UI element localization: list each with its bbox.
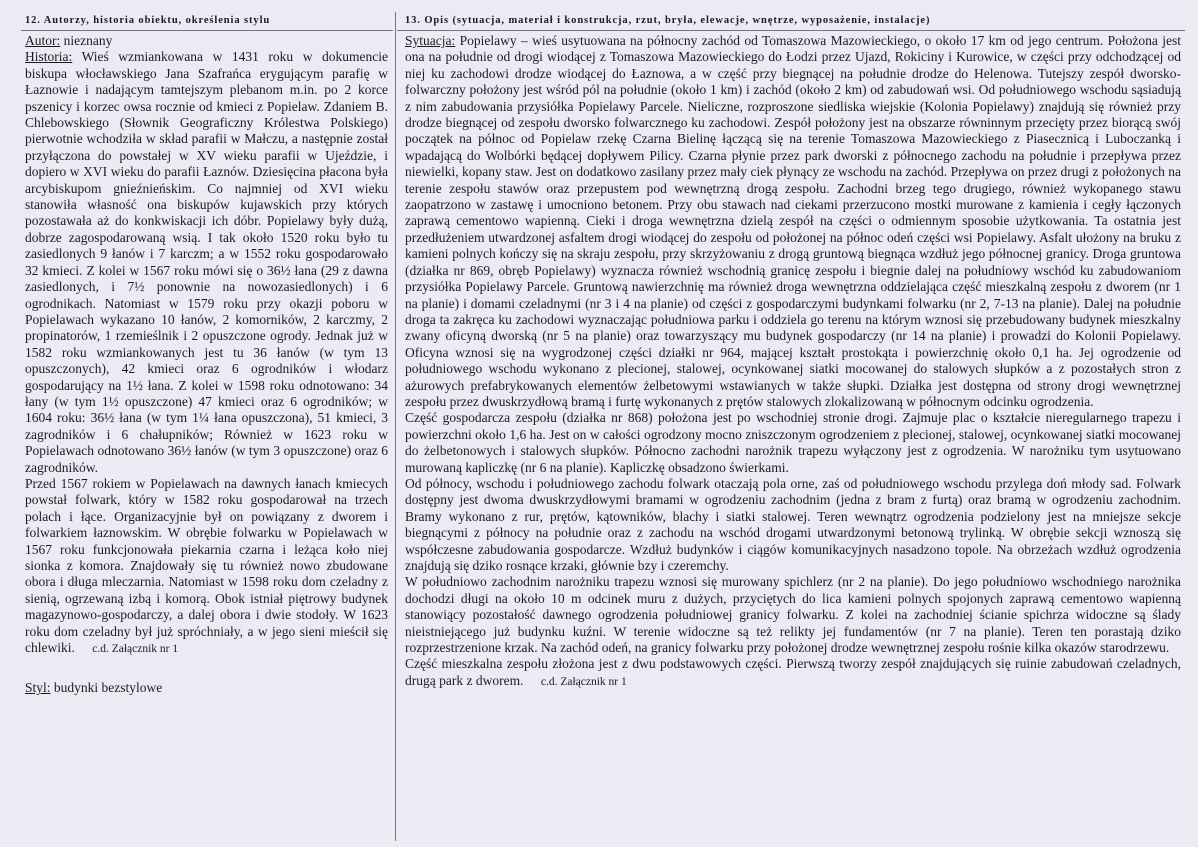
history-text-1: Wieś wzmiankowana w 1431 roku w dokumencie biskupa włocławskiego Jana Szafrańca erygującym parafię w Łaznowie i nadającym tamtejszym plebanom m.in. po 2 korce pszenicy i korzec owsa rocznie od kmieci z Popielaw. Zdaniem B. Chlebowskiego (Słownik Geograficzny Królestwa Polskiego) pierwotnie wchodziła w skład parafii w Małczu, a następnie został przyłączona do powstałej w XV wieku parafii w Ujeździe, i dopiero w XVI wieku do parafii Łaznów. Dziesięcina płacona była arcybiskupom gnieźnieńskim. Co najmniej od XVI wieku stanowiła własność ona biskupów kujawskich przy których pozostawała aż do konkwiskacji ich dóbr. Popielawy były dużą, dobrze zagospodarowaną wsią. I tak około 1520 roku było tu zasiedlonych 9 łanów i 7 karczm; a w 1552 roku gospodarowało 32 kmieci. Z kolei w 1567 roku mówi się o 36½ łana (29 z dawna zasiedlonych, i 7½ ponownie na nowozasiedlonych) i 6 ogrodnikach. Natomiast w 1579 roku przy okazji poboru w Popielawach wykazano 10 łanów, 2 komorników, 2 karczmy, 2 propinatorów, 1 rzemieślnik i 2 opuszczone ogrody. Jednak już w 1582 roku wzmiankowanych jest tu 36 łanów (w tym 13 opuszczonych), 42 kmieci oraz 6 ogrodników i włodarz gospodarujący na 1½ łana. Z kolei w 1598 roku odnotowano: 34 łany (w tym 1½ opuszczone) 47 kmieci oraz 6 ogrodników; w 1604 roku: 36½ łana (w tym 1¼ łana opuszczona), 51 kmieci, 3 zagrodników i 6 chałupników; Również w 1623 roku w Popielawach odnotowano 36½ łanów (w tym 3 opuszczone) oraz 6 zagrodników. bbox=[25, 49, 388, 475]
description-paragraph-3: Od północy, wschodu i południowego zachodu folwark otaczają pola orne, zaś od południowego wschodu przylega doń młody sad. Folwark dostępny jest dwoma dwuskrzydłowymi bramami w ogrodzeniu zachodnim (jedna z bram z furtą) oraz bramą w ogrodzeniu zachodnim. Bramy wykonano z rur, prętów, kątowników, blachy i siatki stalowej. Teren wewnątrz ogrodzenia podzielony jest na mniejsze sekcje biegnącymi z północy na południe oraz z zachodu na wschód drogami utwardzonymi betonową trylinką. W obrębie sekcji wznoszą się współczesne zabudowania gospodarcze. Wzdłuż budynków i ciągów komunikacyjnych nasadzono topole. Na obrzeżach wzdłuż ogrodzenia znajdują się dziko rosnące krzaki, głównie bzy i czeremchy. bbox=[405, 475, 1181, 573]
situation-label: Sytuacja: bbox=[405, 33, 456, 48]
style-label: Styl: bbox=[25, 680, 51, 696]
history-paragraph-2 bbox=[25, 476, 388, 657]
style-value: budynki bezstylowe bbox=[53, 680, 163, 696]
section-13-heading: 13. Opis (sytuacja, materiał i konstrukcja, rzut, bryła, elewacje, wnętrze, wyposażenie, instalacje) bbox=[405, 15, 931, 26]
right-column bbox=[405, 14, 1181, 837]
description-paragraph-5 bbox=[405, 656, 1181, 690]
description-text-1: Popielawy – wieś usytuowana na północny zachód od Tomaszowa Mazowieckiego, o około 17 km od jego centrum. Położona jest ona na południe od drogi wiodącej z Tomaszowa Mazowieckiego do Łodzi przez Ujazd, Rokiciny i Kurowice, w części przy odchodzącej od niej ku zachodowi drodze wiodącej do Łaznowa, a w część przy biegnącej na południe drodze do Helenowa. Tutejszy zespół dworsko-folwarczny położony jest wśród pól na południe (około 1 km) i zachód (około 2 km) od zabudowań wsi. Od południowego wschodu sąsiadują z nim zabudowania przysiółka Popielawy Parcele. Nieliczne, rozproszone siedliska wiejskie (Kolonia Popielawy) znajdują się również przy drodze biegnącej od zespołu dworsko folwarcznego ku zachodowi. Zespół położony jest na obszarze równinnym przecięty przez biorącą swój początek na północ od Popielaw rzekę Czarna Bielinę łączącą się na terenie Tomaszowa Mazowieckiego z Piasecznicą i Luboczanką i wpadającą do Wolbórki będącej dopływem Pilicy. Czarna płynie przez park dworski z północnego zachodu na południe i przepływa przez niewielki, kopany staw. Jest on dodatkowo zasilany przez mały ciek płynący ze wschodu na zachód. Przepływa on przez drugi z położonych na terenie zespołu stawów oraz przepustem pod wewnętrzną drogą zespołu. Zachodni brzeg tego drugiego, również wykopanego stawu zaopatrzono w zastawę i umocniono betonem. Przy obu stawach nad ciekami przerzucono mostki murowane z kamienia i cegły łączonych zaprawą cementowo wapienną. Cieki i droga wewnętrzna dzielą zespół na części o odmiennym sposobie użytkowania. Ta ostatnia jest przedłużeniem utwardzonej asfaltem drogi wiodącej do zespołu od położonej na północ odeń części wsi Popielawy. Asfalt ułożony na bruku z kamieni polnych kończy się na skraju zespołu, przy skrzyżowaniu z drogą gruntową biegnąca wzdłuż jego północnej granicy. Droga gruntowa (działka nr 869, obręb Popielawy) wyznacza również wschodnią granicę zespołu i biegnie dalej na południowy wschód ku zabudowaniom przysiółka Popielawy Parcele. Gruntową nawierzchnię ma również droga wewnętrzna oddzielająca część mieszkalną zespołu z dworem (nr 1 na planie) i domami czeladnymi (nr 3 i 4 na planie) od części z gospodarczymi budynkami folwarku (nr 2, 7-13 na planie). Dalej na południe droga ta zakręca ku zachodowi wyznaczając południowa parku i oddziela go terenu na którym wznosi się przebudowany budynek mieszkalny zwany oficyną dworską (nr 5 na planie) oraz towarzyszący mu budynek gospodarczy (nr 14 na planie) i prowadzi do Kolonii Popielawy. Oficyna wznosi się na wygrodzonej części działki nr 964, mającej kształt prostokąta i powierzchnię około 0,1 ha. Jej ogrodzenie od południowego wschodu wykonano z plecionej, stalowej, ocynkowanej siatki mocowanej do stalowych słupków a z pozostałych stron z ażurowych prefabrykowanych elementów żelbetowymi wstawianych w także słupki. Działka jest dostępna od strony drogi wewnętrznej zespołu przez dwuskrzydłową bramą i furtę wykonanych z prętów stalowych zlokalizowaną w północnym odcinku ogrodzenia. bbox=[405, 33, 1182, 409]
description-paragraph-4: W południowo zachodnim narożniku trapezu wznosi się murowany spichlerz (nr 2 na planie). Do jego południowo wschodniego narożnika dochodzi długi na około 10 m odcinek muru z dużych, przyciętych do lica kamieni polnych spojonych zaprawą cementowo wapienną stanowiący pozostałość dawnego ogrodzenia południowej granicy folwarku. Z kolei na zachodniej ścianie spichrza widoczne są ślady nieistniejącego już budynku kuźni. W terenie widoczne są też relikty jej fundamentów (nr 7 na planie). Teren ten porastają dziko rozprzestrzenione krzak. Na zachód odeń, na granicy folwarku przy położonej drodze wewnętrznej zespołu rośnie kilka okazów starodrzewu. bbox=[405, 574, 1181, 656]
author-value: nieznany bbox=[63, 33, 113, 48]
description-text-5: Część mieszkalna zespołu złożona jest z dwu podstawowych części. Pierwszą tworzy zespół znajdujących się ruinie zabudowań czeladnych, drugą park z dworem. bbox=[405, 656, 1181, 688]
left-column bbox=[25, 14, 388, 837]
description-paragraph-2: Część gospodarcza zespołu (działka nr 868) położona jest po wschodniej stronie drogi. Zajmuje plac o kształcie nieregularnego trapezu i powierzchni około 1,6 ha. Jest on w całości ogrodzony mocno zniszczonym ogrodzeniem z plecionej, stalowej, ocynkowanej siatki mocowanej do żelbetonowych i stalowych słupków. Północno zachodni narożnik trapezu wyłączony jest z ogrodzenia. W narożniku tym usytuowano murowaną kapliczkę (nr 6 na planie). Kapliczkę obsadzono świerkami. bbox=[405, 410, 1181, 475]
heading-rule bbox=[397, 30, 1185, 31]
history-continuation-note: c.d. Załącznik nr 1 bbox=[92, 643, 179, 656]
author-line bbox=[25, 33, 388, 49]
history-label: Historia: bbox=[25, 49, 73, 65]
spacer bbox=[25, 657, 388, 680]
description-continuation-note: c.d. Załącznik nr 1 bbox=[540, 675, 627, 688]
description-paragraph-1 bbox=[405, 33, 1181, 410]
author-label: Autor: bbox=[25, 33, 61, 48]
heading-rule bbox=[21, 30, 393, 31]
history-paragraph-1 bbox=[25, 49, 388, 476]
history-text-2: Przed 1567 rokiem w Popielawach na dawnych łanach kmiecych powstał folwark, który w 1582 roku gospodarował na trzech polach i łące. Organizacyjnie był on powiązany z dworem i folwarkiem łaznowskim. W obrębie folwarku w Popielawach w 1567 roku funkcjonowała piekarnia czarna i leżąca koło niej sionka z komora. Znajdowały się tu również nowo zbudowane obora i długa mleczarnia. Natomiast w 1598 roku dom czeladny z sienią, ogrzewaną izbą i komorą. Obok istniał piętrowy budynek magazynowo-gospodarczy, a dalej obora i dwie stodoły. W 1623 roku dom czeladny był już spróchniały, a w jego sieni mieścił się chlewiki. bbox=[25, 475, 388, 656]
section-12-heading: 12. Autorzy, historia obiektu, określenia stylu bbox=[25, 15, 271, 26]
style-line bbox=[25, 680, 388, 696]
column-divider bbox=[395, 12, 396, 841]
